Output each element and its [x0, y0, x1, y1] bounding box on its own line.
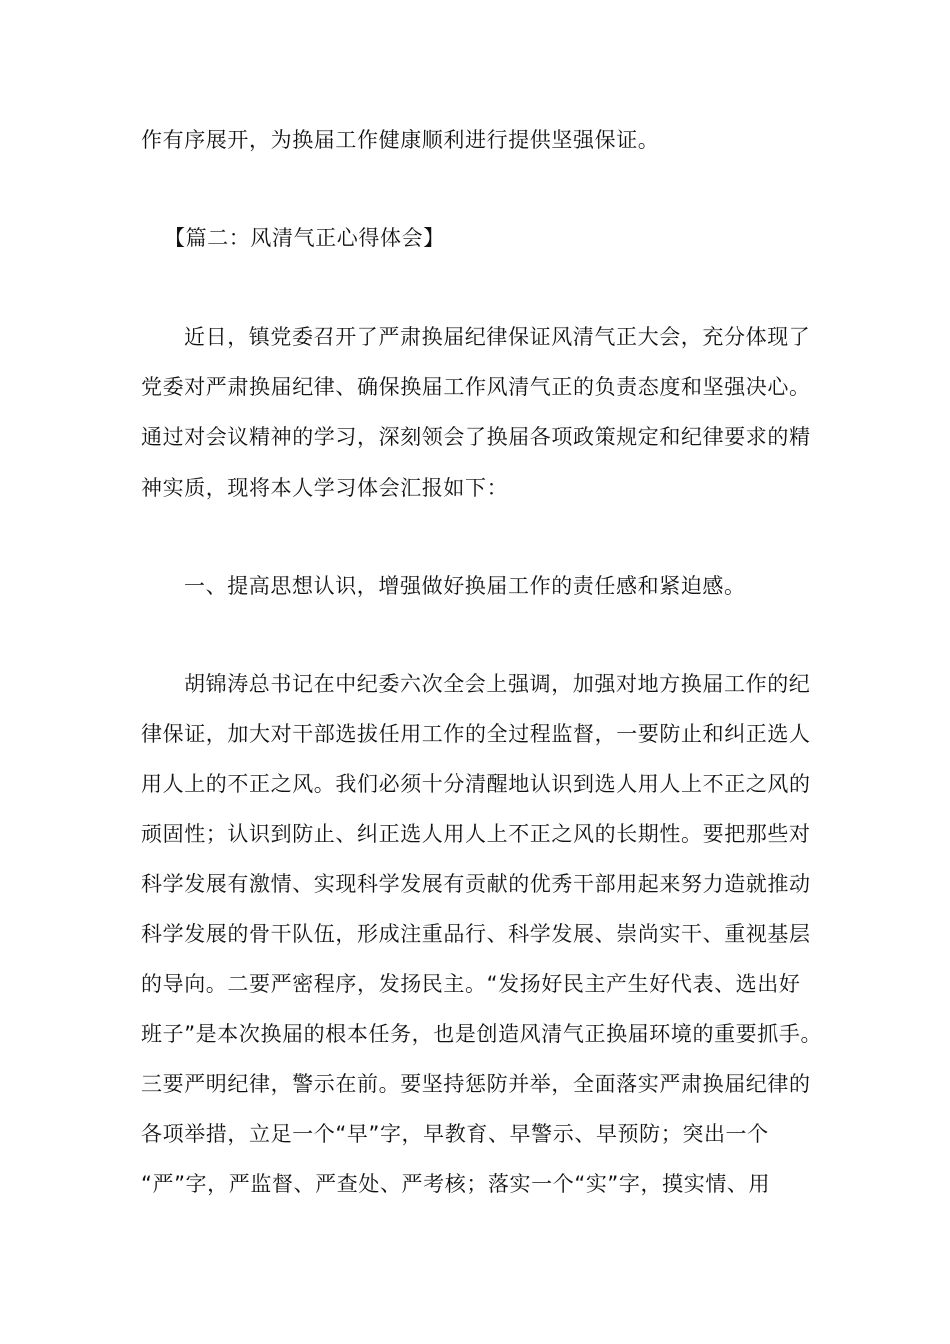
paragraph2-line-1: 胡锦涛总书记在中纪委六次全会上强调，加强对地方换届工作的纪 — [184, 672, 811, 696]
paragraph2-line-6: 科学发展的骨干队伍，形成注重品行、科学发展、崇尚实干、重视基层 — [141, 922, 811, 946]
paragraph2-line-7: 的导向。二要严密程序，发扬民主。“发扬好民主产生好代表、选出好 — [141, 972, 801, 996]
paragraph2-line-10: 各项举措，立足一个“早”字，早教育、早警示、早预防；突出一个 — [141, 1122, 769, 1146]
paragraph1-line-4: 神实质，现将本人学习体会汇报如下： — [141, 476, 509, 500]
subheading-1: 一、提高思想认识，增强做好换届工作的责任感和紧迫感。 — [184, 574, 746, 598]
paragraph1-line-1: 近日，镇党委召开了严肃换届纪律保证风清气正大会，充分体现了 — [184, 325, 811, 349]
paragraph2-line-4: 顽固性；认识到防止、纠正选人用人上不正之风的长期性。要把那些对 — [141, 822, 811, 846]
paragraph1-line-3: 通过对会议精神的学习，深刻领会了换届各项政策规定和纪律要求的精 — [141, 425, 811, 449]
paragraph2-line-2: 律保证，加大对干部选拔任用工作的全过程监督，一要防止和纠正选人 — [141, 722, 811, 746]
paragraph2-line-8: 班子”是本次换届的根本任务，也是创造风清气正换届环境的重要抓手。 — [141, 1022, 823, 1046]
paragraph2-line-11: “严”字，严监督、严查处、严考核；落实一个“实”字，摸实情、用 — [141, 1172, 771, 1196]
paragraph2-line-5: 科学发展有激情、实现科学发展有贡献的优秀干部用起来努力造就推动 — [141, 872, 811, 896]
paragraph2-line-3: 用人上的不正之风。我们必须十分清醒地认识到选人用人上不正之风的 — [141, 772, 811, 796]
paragraph2-line-9: 三要严明纪律，警示在前。要坚持惩防并举，全面落实严肃换届纪律的 — [141, 1072, 811, 1096]
section-heading: 【篇二：风清气正心得体会】 — [164, 226, 445, 250]
text-line-fragment: 作有序展开，为换届工作健康顺利进行提供坚强保证。 — [141, 128, 660, 152]
paragraph1-line-2: 党委对严肃换届纪律、确保换届工作风清气正的负责态度和坚强决心。 — [141, 375, 811, 399]
